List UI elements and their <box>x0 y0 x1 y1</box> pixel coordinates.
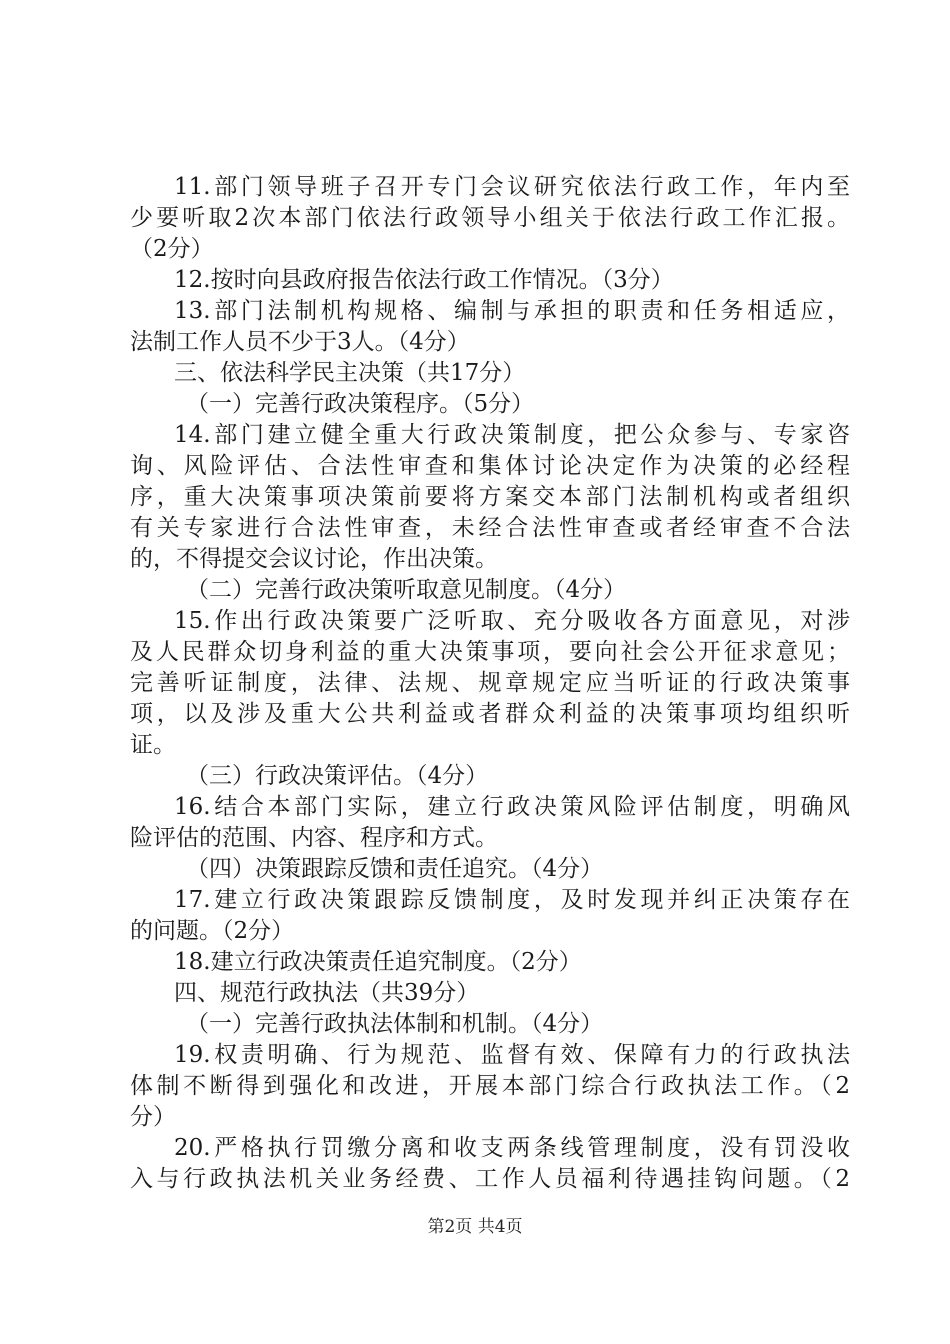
text-line: （一）完善行政执法体制和机制。（4分） <box>186 1011 604 1037</box>
text-line: （二）完善行政决策听取意见制度。（4分） <box>186 577 627 603</box>
text-line: 法制工作人员不少于3人。（4分） <box>130 329 470 355</box>
text-line: （三）行政决策评估。（4分） <box>186 763 489 789</box>
text-line: 询、风险评估、合法性审查和集体讨论决定作为决策的必经程 <box>130 453 850 479</box>
text-line: 的问题。（2分） <box>130 918 295 944</box>
text-line: 少要听取2次本部门依法行政领导小组关于依法行政工作汇报。 <box>130 205 850 231</box>
text-line: 及人民群众切身利益的重大决策事项，要向社会公开征求意见； <box>130 639 850 665</box>
text-line: 15.作出行政决策要广泛听取、充分吸收各方面意见，对涉 <box>174 608 850 634</box>
text-line: （一）完善行政决策程序。（5分） <box>186 391 535 417</box>
text-line: 三、依法科学民主决策（共17分） <box>174 360 526 386</box>
text-line: 16.结合本部门实际，建立行政决策风险评估制度，明确风 <box>174 794 850 820</box>
text-line: 14.部门建立健全重大行政决策制度，把公众参与、专家咨 <box>174 422 850 448</box>
text-line: 项，以及涉及重大公共利益或者群众利益的决策事项均组织听 <box>130 701 850 727</box>
text-line: 11.部门领导班子召开专门会议研究依法行政工作，年内至 <box>174 174 850 200</box>
page-footer: 第2页 共4页 <box>427 1217 523 1237</box>
text-line: 体制不断得到强化和改进，开展本部门综合行政执法工作。（2 <box>130 1073 850 1099</box>
text-line: 完善听证制度，法律、法规、规章规定应当听证的行政决策事 <box>130 670 850 696</box>
text-line: 的，不得提交会议讨论，作出决策。 <box>130 546 498 572</box>
text-line: 有关专家进行合法性审查，未经合法性审查或者经审查不合法 <box>130 515 850 541</box>
text-line: 19.权责明确、行为规范、监督有效、保障有力的行政执法 <box>174 1042 850 1068</box>
text-line: 18.建立行政决策责任追究制度。（2分） <box>174 949 582 975</box>
text-line: 证。 <box>130 732 176 758</box>
text-line: 险评估的范围、内容、程序和方式。 <box>130 825 498 851</box>
text-line: 20.严格执行罚缴分离和收支两条线管理制度，没有罚没收 <box>174 1135 850 1161</box>
text-line: （2分） <box>130 236 214 262</box>
text-line: 四、规范行政执法（共39分） <box>174 980 480 1006</box>
body-text <box>130 172 850 1195</box>
text-line: 入与行政执法机关业务经费、工作人员福利待遇挂钩问题。（2 <box>130 1166 850 1192</box>
text-line: 17.建立行政决策跟踪反馈制度，及时发现并纠正决策存在 <box>174 887 850 913</box>
text-line: 序，重大决策事项决策前要将方案交本部门法制机构或者组织 <box>130 484 850 510</box>
text-line: 12.按时向县政府报告依法行政工作情况。（3分） <box>174 267 674 293</box>
text-line: 分） <box>130 1104 176 1130</box>
text-line: （四）决策跟踪反馈和责任追究。（4分） <box>186 856 604 882</box>
text-line: 13.部门法制机构规格、编制与承担的职责和任务相适应， <box>174 298 850 324</box>
